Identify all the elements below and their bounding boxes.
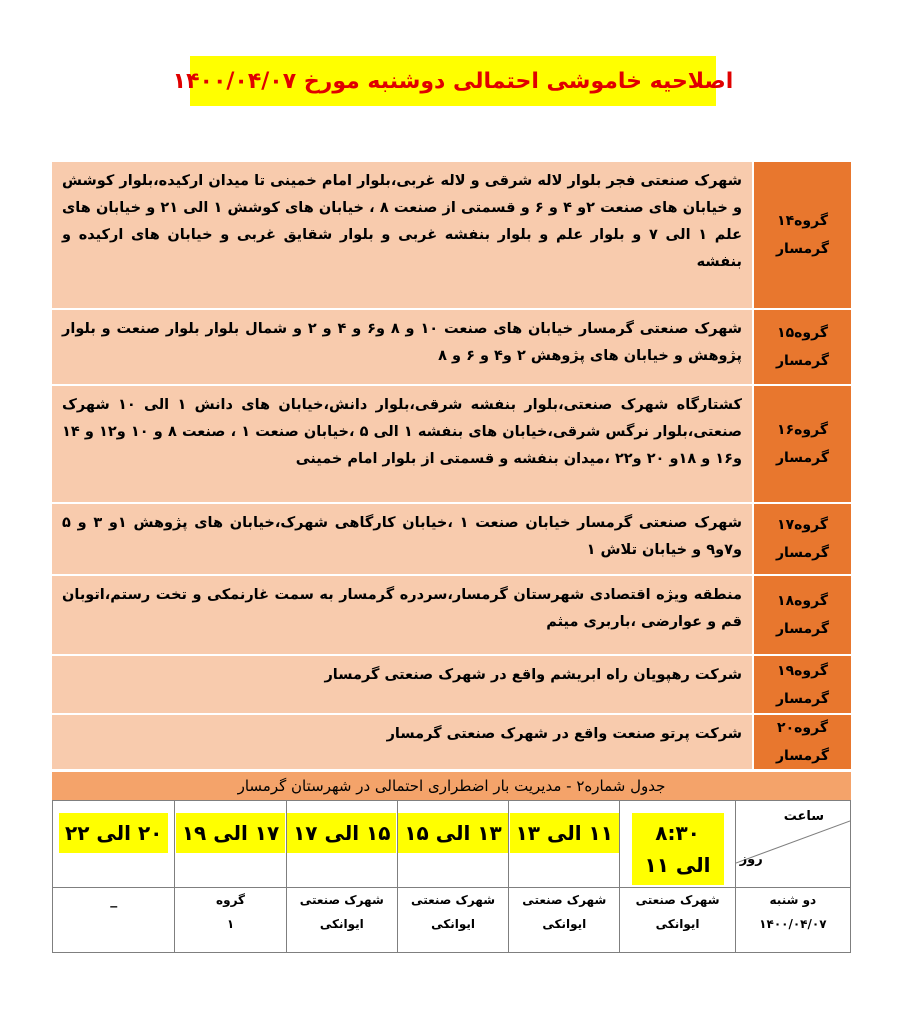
group-label-17 [752,504,851,574]
schedule-cell [175,888,286,953]
group-description-16: کشتارگاه شهرک صنعتی،بلوار بنفشه شرقی،بلوار دانش،خیابان های دانش ۱ الی ۱۰ شهرک صنعتی،بلوار نرگس شرقی،خیابان های بنفشه ۱ الی ۵ ،خیابان صنعت ۱ ، صنعت ۸ و ۱۰ و۱۲ و ۱۴ و۱۶ و ۱۸و ۲۰ و۲۲ ،میدان بنفشه و قسمتی از بلوار امام خمینی [52,386,752,502]
group-number: گروه۱۴ [777,213,828,229]
group-number: گروه۲۰ [777,720,828,736]
group-description-15: شهرک صنعتی گرمسار خیابان های صنعت ۱۰ و ۸ و۶ و ۴ و ۲ و شمال بلوار بلوار صنعت و بلوار پژوهش و خیابان های پژوهش ۲ و۴ و ۶ و ۸ [52,310,752,384]
cell-line: شهرک صنعتی [635,893,720,907]
time-slot: ۱۵ الی ۱۷ [287,813,396,853]
group-row-18 [52,576,851,656]
schedule-table [52,800,851,953]
group-city: گرمسار [775,450,830,466]
group-description-14: شهرک صنعتی فجر بلوار لاله شرقی و لاله غربی،بلوار امام خمینی تا میدان ارکیده،بلوار کوشش و خیابان های صنعت ۲و ۴ و ۶ و قسمتی از صنعت ۸ ، خیابان های کوشش ۱ الی ۲۱ و خیابان های علم ۱ الی ۷ و بلوار علم و بلوار بنفشه غربی و بلوار شقایق غربی و خیابان های ارکیده و بنفشه [52,162,752,308]
time-slot: ۲۰ الی ۲۲ [59,813,168,853]
schedule-cell [397,888,508,953]
slot-cell [620,801,735,888]
slot-cell [286,801,397,888]
group-row-15 [52,310,851,386]
schedule-header-row [53,801,851,888]
schedule-caption: جدول شماره۲ - مدیریت بار اضطراری احتمالی در شهرستان گرمسار [52,772,851,800]
schedule-cell [509,888,620,953]
group-description-20: شرکت پرتو صنعت واقع در شهرک صنعتی گرمسار [52,715,752,769]
group-row-19 [52,656,851,715]
group-number: گروه۱۶ [777,422,828,438]
schedule-cell [53,888,175,953]
group-city: گرمسار [775,690,830,707]
group-city: گرمسار [775,621,830,637]
schedule-cell [286,888,397,953]
cell-line: ایوانکی [655,917,700,931]
schedule-day-row [53,888,851,953]
group-number: گروه۱۵ [777,325,828,341]
cell-line: _ [110,892,118,908]
cell-line: ایوانکی [542,917,587,931]
group-number: گروه۱۷ [777,517,828,533]
time-slot: ۸:۳۰ الی ۱۱ [632,813,724,885]
group-label-16 [752,386,851,502]
day-cell [735,888,850,953]
group-number: گروه۱۸ [777,593,828,609]
schedule-cell [620,888,735,953]
group-row-14 [52,162,851,310]
group-city: گرمسار [775,241,830,257]
group-row-20 [52,715,851,771]
group-label-20 [752,715,851,769]
group-city: گرمسار [775,545,830,561]
page-title: اصلاحیه خاموشی احتمالی دوشنبه مورخ ۱۴۰۰/۰۴/۰۷ [190,56,716,106]
cell-line: شهرک صنعتی [411,893,496,907]
group-label-19 [752,656,851,713]
cell-line: ایوانکی [431,917,475,931]
group-description-19: شرکت رهپویان راه ابریشم واقع در شهرک صنعتی گرمسار [52,656,752,713]
groups-table [52,162,851,771]
slot-cell [53,801,175,888]
group-label-14 [752,162,851,308]
cell-line: ۱ [226,917,235,931]
group-label-18 [752,576,851,654]
hour-label: ساعت [783,809,824,824]
group-row-17 [52,504,851,576]
group-description-18: منطقه ویژه اقتصادی شهرستان گرمسار،سردره گرمسار به سمت غارنمکی و تخت رستم،اتوبان قم و عوارضی ،باربری میثم [52,576,752,654]
day-name: دو شنبه [769,893,817,907]
slot-cell [509,801,620,888]
group-description-17: شهرک صنعتی گرمسار خیابان صنعت ۱ ،خیابان کارگاهی شهرک،خیابان های پژوهش ۱و ۳ و ۵ و۷و۹ و خیابان تلاش ۱ [52,504,752,574]
corner-cell [735,801,850,888]
time-slot: ۱۳ الی ۱۵ [398,813,507,853]
cell-line: ایوانکی [319,917,364,931]
day-date: ۱۴۰۰/۰۴/۰۷ [759,917,827,931]
slot-cell [175,801,286,888]
group-city: گرمسار [775,353,830,369]
cell-line: شهرک صنعتی [522,893,607,907]
day-label: روز [739,852,763,867]
time-slot: ۱۷ الی ۱۹ [176,813,285,853]
slot-cell [397,801,508,888]
group-number: گروه۱۹ [777,662,828,679]
cell-line: گروه [216,893,246,907]
group-row-16 [52,386,851,504]
cell-line: شهرک صنعتی [299,893,384,907]
group-city: گرمسار [775,748,830,764]
time-slot: ۱۱ الی ۱۳ [510,813,619,853]
group-label-15 [752,310,851,384]
